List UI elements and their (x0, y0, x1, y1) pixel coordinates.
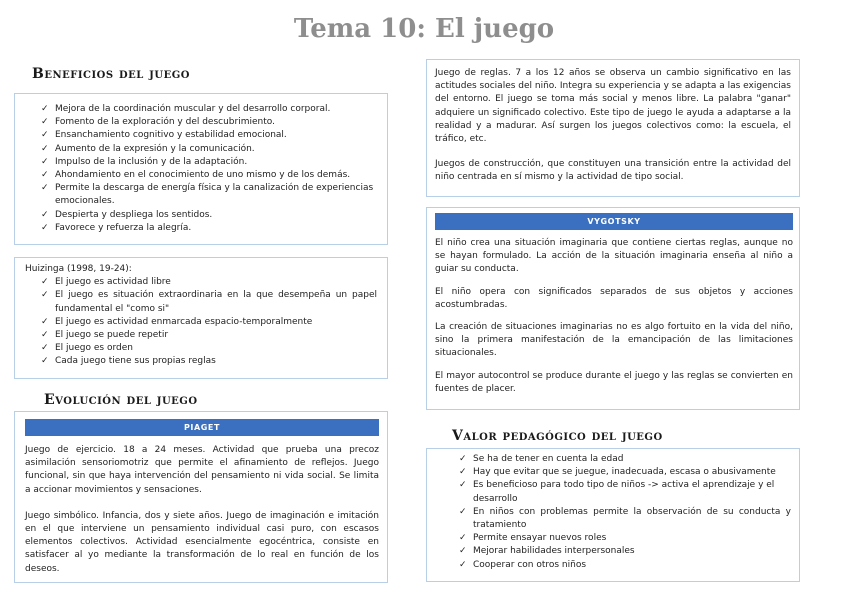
check-icon: ✓ (41, 277, 49, 288)
check-icon: ✓ (459, 480, 467, 491)
check-icon: ✓ (41, 183, 49, 194)
check-icon: ✓ (41, 356, 49, 367)
list-item: ✓ En niños con problemas permite la observación de su conducta y tratamiento (459, 506, 791, 531)
list-item: ✓ Cada juego tiene sus propias reglas (37, 355, 377, 368)
vygotsky-bar: VYGOTSKY (435, 213, 793, 230)
list-item: ✓ Cooperar con otros niños (455, 559, 791, 572)
check-icon: ✓ (459, 546, 467, 557)
piaget-bar: PIAGET (25, 419, 379, 436)
list-item: ✓ Ahondamiento en el conocimiento de uno mismo y de los demás. (37, 169, 377, 182)
check-icon: ✓ (41, 330, 49, 341)
juego-ejercicio-paragraph: Juego de ejercicio. 18 a 24 meses. Actividad que prueba una precoz asimilación sensoriomotriz que permite el afinamiento de reflejos. Juego funcional, sin que haya intervención del pensamiento ni vida social. Se limita a accionar movimientos y sensaciones. (25, 445, 379, 495)
list-item: ✓ Despierta y despliega los sentidos. (37, 209, 377, 222)
list-item: ✓ El juego se puede repetir (37, 329, 377, 342)
page-title: Tema 10: El juego (293, 14, 555, 44)
list-item: ✓ El juego es actividad libre (37, 276, 377, 289)
beneficios-list (37, 103, 377, 235)
check-icon: ✓ (41, 343, 49, 354)
huizinga-box (14, 257, 388, 379)
beneficios-heading: Beneficios del juego (32, 66, 190, 82)
check-icon: ✓ (459, 467, 467, 478)
list-item: ✓ Se ha de tener en cuenta la edad (455, 453, 791, 466)
list-item: ✓ El juego es orden (37, 342, 377, 355)
check-icon: ✓ (41, 156, 49, 167)
juego-reglas-paragraph: Juego de reglas. 7 a los 12 años se observa un cambio significativo en las actitudes sociales del niño. Integra su experiencia y se adapta a las exigencias del entorno. El juego se toma más social y menos libre. La palabra "ganar" adquiere un significado colectivo. Este tipo de juego le ayuda a adaptarse a la realidad y a madurar. Así surgen los juegos colectivos como: la escuela, el tráfico, etc. (435, 68, 791, 145)
vygotsky-paragraph: El niño crea una situación imaginaria que contiene ciertas reglas, aunque no se hayan formulado. La acción de la situación imaginaria enseña al niño a guiar su conducta. (435, 238, 793, 275)
check-icon: ✓ (41, 222, 49, 233)
juego-construccion-paragraph: Juegos de construcción, que constituyen una transición entre la actividad del niño centrada en sí mismo y la actividad de tipo social. (435, 159, 791, 183)
list-item: ✓ Permite la descarga de energía física y la canalización de experiencias emocionales. (41, 183, 374, 207)
juego-simbolico-paragraph: Juego simbólico. Infancia, dos y siete años. Juego de imaginación e imitación en el que interviene un pensamiento individual casi puro, con escasos elementos colectivos. Actividad esencialmente egocéntrica, consiste en satisfacer al yo mediante la transformación de lo real en función de los deseos. (25, 510, 379, 574)
list-item: ✓ Impulso de la inclusión y de la adaptación. (37, 156, 377, 169)
list-item: ✓ Fomento de la exploración y del descubrimiento. (37, 116, 377, 129)
check-icon: ✓ (41, 316, 49, 327)
check-icon: ✓ (41, 117, 49, 128)
vygotsky-paragraph: El mayor autocontrol se produce durante el juego y las reglas se convierten en fuentes de placer. (435, 370, 793, 394)
huizinga-intro: Huizinga (1998, 19-24): (25, 264, 132, 274)
vygotsky-box (426, 207, 800, 410)
check-icon: ✓ (41, 104, 49, 114)
check-icon: ✓ (41, 170, 49, 181)
huizinga-list (37, 276, 377, 368)
check-icon: ✓ (459, 506, 467, 517)
check-icon: ✓ (459, 559, 467, 570)
evolucion-box (14, 411, 388, 583)
list-item: ✓ Mejorar habilidades interpersonales (455, 545, 791, 558)
check-icon: ✓ (41, 143, 49, 154)
vygotsky-paragraph: La creación de situaciones imaginarias no es algo fortuito en la vida del niño, sino la primera manifestación de la emancipación de las limitaciones situacionales. (435, 322, 793, 359)
valor-box (426, 448, 800, 582)
list-item: ✓ Aumento de la expresión y la comunicación. (37, 143, 377, 156)
list-item: ✓ Permite ensayar nuevos roles (455, 532, 791, 545)
check-icon: ✓ (41, 130, 49, 141)
list-item: ✓ Ensanchamiento cognitivo y estabilidad emocional. (37, 129, 377, 142)
check-icon: ✓ (41, 290, 49, 301)
valor-list (455, 453, 791, 572)
list-item: ✓ Es beneficioso para todo tipo de niños -> activa el aprendizaje y el desarrollo (459, 480, 775, 504)
evolucion-heading: Evolución del juego (44, 392, 198, 408)
check-icon: ✓ (459, 454, 467, 464)
list-item: ✓ El juego es situación extraordinaria en la que desempeña un papel fundamental el "como si" (41, 290, 377, 314)
beneficios-box (14, 93, 388, 245)
check-icon: ✓ (459, 533, 467, 544)
list-item: ✓ Hay que evitar que se juegue, inadecuada, escasa o abusivamente (455, 466, 791, 479)
list-item: ✓ Mejora de la coordinación muscular y del desarrollo corporal. (37, 103, 377, 116)
reglas-box (426, 59, 800, 197)
list-item: ✓ Favorece y refuerza la alegría. (37, 222, 377, 235)
list-item: ✓ El juego es actividad enmarcada espacio-temporalmente (37, 316, 377, 329)
check-icon: ✓ (41, 209, 49, 220)
valor-heading: Valor pedagógico del juego (452, 428, 663, 444)
vygotsky-paragraph: El niño opera con significados separados de sus objetos y acciones acostumbradas. (435, 286, 793, 310)
